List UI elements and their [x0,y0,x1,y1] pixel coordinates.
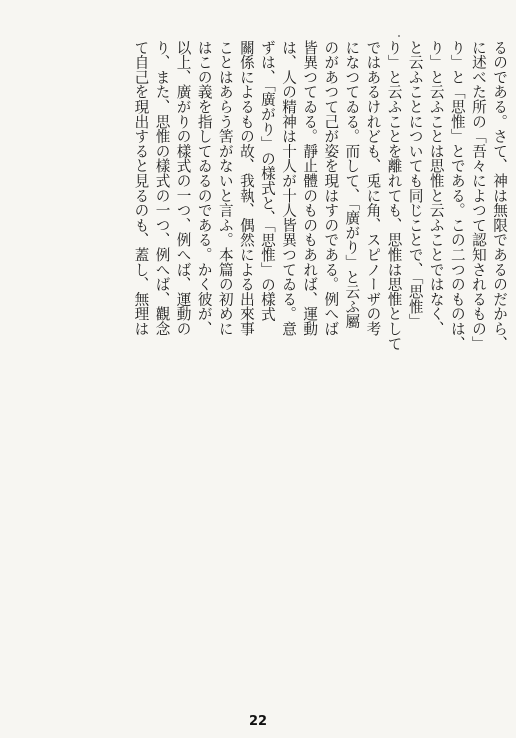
text-column: 關係によるもの故、我執、偶然による出來事 [237,40,255,336]
text-column: は、人の精神は十人が十人皆異つてゐる。意 [280,40,298,336]
vertical-text-body [58,40,510,705]
text-column: るのである。さて、神は無限であるのだから、 [491,40,508,351]
text-column: 以上、廣がりの樣式の一つ、例へば、運動の [174,40,192,336]
text-column: のがあつて己が姿を現はすのである。例へば [322,40,340,336]
text-column: り」と「思惟」とである。この二つのものは、 [448,40,466,351]
text-column: り、また、思惟の樣式の一つ、例へば、觀念 [153,40,171,336]
text-column: 皆異つてゐる。靜止體のものもあれば、運動 [301,40,319,336]
text-column: はこの義を指してゐるのである。かく彼が、 [195,40,213,336]
margin-dot [398,35,400,37]
text-column: て自己を現出すると見るのも、蓋し、無理は [132,40,150,336]
text-column: ではあるけれども、兎に角、スピノーザの考 [364,40,382,336]
text-column: になつてゐる。而して、「廣がり」と云ふ屬 [343,40,361,329]
text-column: り」と云ふことを離れても、思惟は思惟として [385,40,403,351]
page-number: 22 [248,714,268,729]
text-column: り」と云ふことは思惟と云ふことではなく、 [427,40,445,336]
text-column: ずは、「廣がり」の樣式と、「思惟」の樣式 [258,40,276,322]
text-column: と云ふことについても同じことで、「思惟」 [406,40,424,329]
text-column: に述べた所の「吾々によつて認知されるもの」 [469,40,487,351]
text-column: ことはあらう筈がないと言ふ。本篇の初めに [216,40,234,336]
